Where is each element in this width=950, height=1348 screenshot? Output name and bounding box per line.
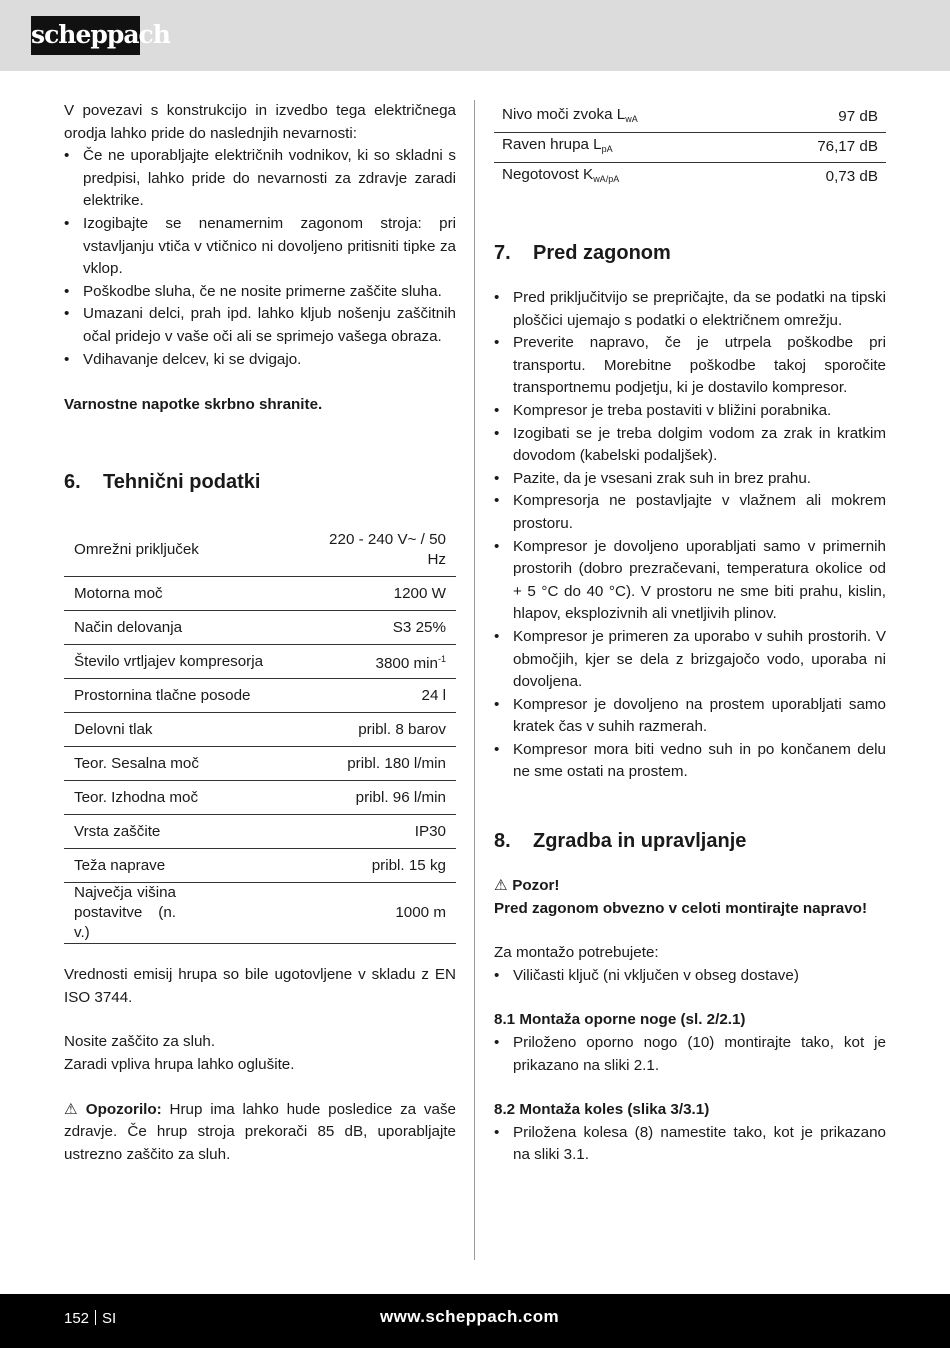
section-title: Zgradba in upravljanje	[533, 830, 747, 853]
subsection-8-2-list	[494, 1122, 886, 1167]
section-title: Tehnični podatki	[103, 470, 261, 493]
warning-text: Hrup ima lahko hude posledice za vaše zdravje. Če hrup stroja prekorači 85 dB, uporabljajte ustrezno zaščito za sluh.	[64, 1100, 456, 1163]
list-item: • Poškodbe sluha, če ne nosite primerne zaščite sluha.	[64, 281, 456, 304]
footer-band	[0, 1294, 950, 1348]
spec-label: Način delovanja	[64, 611, 326, 645]
specs-table	[64, 524, 456, 945]
subsection-8-2-title: 8.2 Montaža koles (slika 3/3.1)	[494, 1101, 710, 1119]
table-row	[494, 162, 886, 192]
spec-value: S3 25%	[326, 611, 456, 645]
hearing-note-1: Nosite zaščito za sluh.	[64, 1033, 216, 1051]
hearing-note-2: Zaradi vpliva hrupa lahko oglušite.	[64, 1056, 295, 1073]
table-row	[64, 815, 456, 849]
spec-value: 220 - 240 V~ / 50 Hz	[326, 524, 456, 577]
website-link[interactable]: www.scheppach.com	[380, 1307, 560, 1326]
caution-text: Pred zagonom obvezno v celoti montirajte napravo!	[494, 899, 867, 917]
list-item: • Kompresor je treba postaviti v bližini porabnika.	[494, 400, 886, 423]
spec-label: Motorna moč	[64, 577, 326, 611]
list-item: • Kompresor mora biti vedno suh in po končanem delu ne sme ostati na prostem.	[494, 739, 886, 784]
table-row	[64, 713, 456, 747]
spec-value: 24 l	[326, 679, 456, 713]
table-row	[64, 849, 456, 883]
list-item: • Priloženo oporno nogo (10) montirajte tako, kot je prikazano na sliki 2.1.	[494, 1032, 886, 1077]
spec-value: 1000 m	[326, 883, 456, 944]
left-column	[64, 100, 456, 1166]
section-6-heading	[64, 469, 456, 495]
page-number-value: 152	[64, 1310, 90, 1327]
keep-safety-note: Varnostne napotke skrbno shranite.	[64, 396, 323, 414]
language-code: SI	[102, 1310, 117, 1327]
spec-value	[326, 645, 456, 679]
list-item: • Umazani delci, prah ipd. lahko kljub nošenju zaščitnih očal pridejo v vaše oči ali se sprimejo vašega obraza.	[64, 303, 456, 348]
list-item: • Izogibajte se nenamernim zagonom stroja: pri vstavljanju vtiča v vtičnico ni dovoljeno pritisniti tipke za vklop.	[64, 213, 456, 281]
hazard-intro: V povezavi s konstrukcijo in izvedbo tega električnega orodja lahko pride do naslednjih nevarnosti:	[64, 102, 456, 142]
tools-list	[494, 965, 886, 988]
table-row	[64, 781, 456, 815]
noise-value: 76,17 dB	[759, 132, 886, 162]
emission-note: Vrednosti emisij hrupa so bile ugotovljene v skladu z EN ISO 3744.	[64, 966, 456, 1006]
list-item: • Kompresor je primeren za uporabo v suhih prostorih. V območjih, kjer se dela z brizgajočo vodo, uporaba ni dovoljena.	[494, 626, 886, 694]
spec-label: Teor. Izhodna moč	[64, 781, 326, 815]
spec-label: Delovni tlak	[64, 713, 326, 747]
spec-label: Vrsta zaščite	[64, 815, 326, 849]
table-row	[64, 524, 456, 577]
section-7-heading	[494, 240, 886, 266]
section-number: 8.	[494, 830, 511, 853]
spec-value: pribl. 8 barov	[326, 713, 456, 747]
table-row	[64, 747, 456, 781]
spec-label: Teža naprave	[64, 849, 326, 883]
list-item: • Če ne uporabljajte električnih vodnikov, ki so skladni s predpisi, lahko pride do nevarnosti za zdravje zaradi elektrike.	[64, 145, 456, 213]
section-8-heading	[494, 828, 886, 854]
noise-label	[494, 132, 759, 162]
page-number	[64, 1310, 116, 1327]
list-item: • Preverite napravo, če je utrpela poškodbe pri transportu. Morebitne poškodbe takoj sporočite transportnemu podjetju, ki je dostavilo kompresor.	[494, 332, 886, 400]
subsection-8-1-list	[494, 1032, 886, 1077]
caution-heading	[494, 875, 886, 898]
noise-label-subscript: wA	[625, 113, 638, 124]
section-number: 6.	[64, 470, 81, 493]
list-item: • Priložena kolesa (8) namestite tako, kot je prikazano na sliki 3.1.	[494, 1122, 886, 1167]
list-item: • Pred priključitvijo se prepričajte, da se podatki na tipski ploščici ujemajo s podatki o električnem omrežju.	[494, 287, 886, 332]
noise-label-subscript: wA/pA	[593, 174, 620, 185]
list-item: • Pazite, da je vsesani zrak suh in brez prahu.	[494, 468, 886, 491]
noise-label-text: Nivo moči zvoka L	[502, 105, 626, 123]
list-item: • Kompresor je dovoljeno na prostem uporabljati samo kratek čas v suhih razmerah.	[494, 694, 886, 739]
section-title: Pred zagonom	[533, 242, 671, 264]
noise-label	[494, 162, 759, 192]
warning-icon: ⚠	[494, 877, 508, 895]
table-row	[64, 883, 456, 944]
spec-label: Teor. Sesalna moč	[64, 747, 326, 781]
noise-label	[494, 102, 759, 132]
warning-icon: ⚠	[64, 1100, 78, 1118]
spec-value: IP30	[326, 815, 456, 849]
noise-label-subscript: pA	[601, 144, 613, 154]
section-number: 7.	[494, 242, 511, 264]
subsection-8-1-title: 8.1 Montaža oporne noge (sl. 2/2.1)	[494, 1011, 746, 1029]
column-divider	[474, 100, 475, 1260]
table-row	[64, 679, 456, 713]
caution-label: Pozor!	[512, 877, 560, 895]
table-row	[494, 102, 886, 132]
spec-label: Omrežni priključek	[64, 524, 326, 577]
warning-label: Opozorilo:	[85, 1100, 162, 1118]
spec-value: pribl. 15 kg	[326, 849, 456, 883]
noise-table	[494, 102, 886, 192]
list-item: • Izogibati se je treba dolgim vodom za zrak in kratkim dovodom (kabelski podaljšek).	[494, 423, 886, 468]
list-item: • Kompresorja ne postavljajte v vlažnem ali mokrem prostoru.	[494, 490, 886, 535]
noise-value: 0,73 dB	[825, 168, 878, 186]
list-item: • Vdihavanje delcev, ki se dvigajo.	[64, 349, 456, 372]
spec-value-exponent: -1	[437, 654, 446, 665]
table-row	[64, 577, 456, 611]
spec-label: Prostornina tlačne posode	[64, 679, 326, 713]
table-row	[64, 611, 456, 645]
tools-intro: Za montažo potrebujete:	[494, 944, 659, 962]
noise-label-text: Negotovost K	[502, 166, 594, 184]
spec-label: Največja višina postavitve (n. v.)	[64, 883, 326, 944]
start-list	[494, 287, 886, 784]
spec-value: 1200 W	[326, 577, 456, 611]
spec-label: Število vrtljajev kompresorja	[64, 645, 326, 679]
list-item: • Viličasti ključ (ni vključen v obseg dostave)	[494, 965, 886, 988]
spec-value: pribl. 96 l/min	[326, 781, 456, 815]
table-row	[494, 132, 886, 162]
list-item: • Kompresor je dovoljeno uporabljati samo v primernih prostorih (dobro prezračevani, temperatura okolice od + 5 °C do 40 °C). V prostoru ne sme biti prahu, kislin, hlapov, eksplozivnih ali vnetljivih plinov.	[494, 536, 886, 626]
noise-value: 97 dB	[759, 102, 886, 132]
scheppach-logo: scheppach	[31, 16, 140, 55]
hazard-list	[64, 145, 456, 371]
noise-label-text: Raven hrupa L	[502, 136, 602, 153]
header-band	[0, 0, 950, 71]
noise-warning	[64, 1099, 456, 1167]
right-column	[494, 100, 886, 1167]
page-separator	[95, 1310, 96, 1325]
spec-value: pribl. 180 l/min	[326, 747, 456, 781]
spec-value-text: 3800 min	[375, 655, 438, 673]
table-row	[64, 645, 456, 679]
